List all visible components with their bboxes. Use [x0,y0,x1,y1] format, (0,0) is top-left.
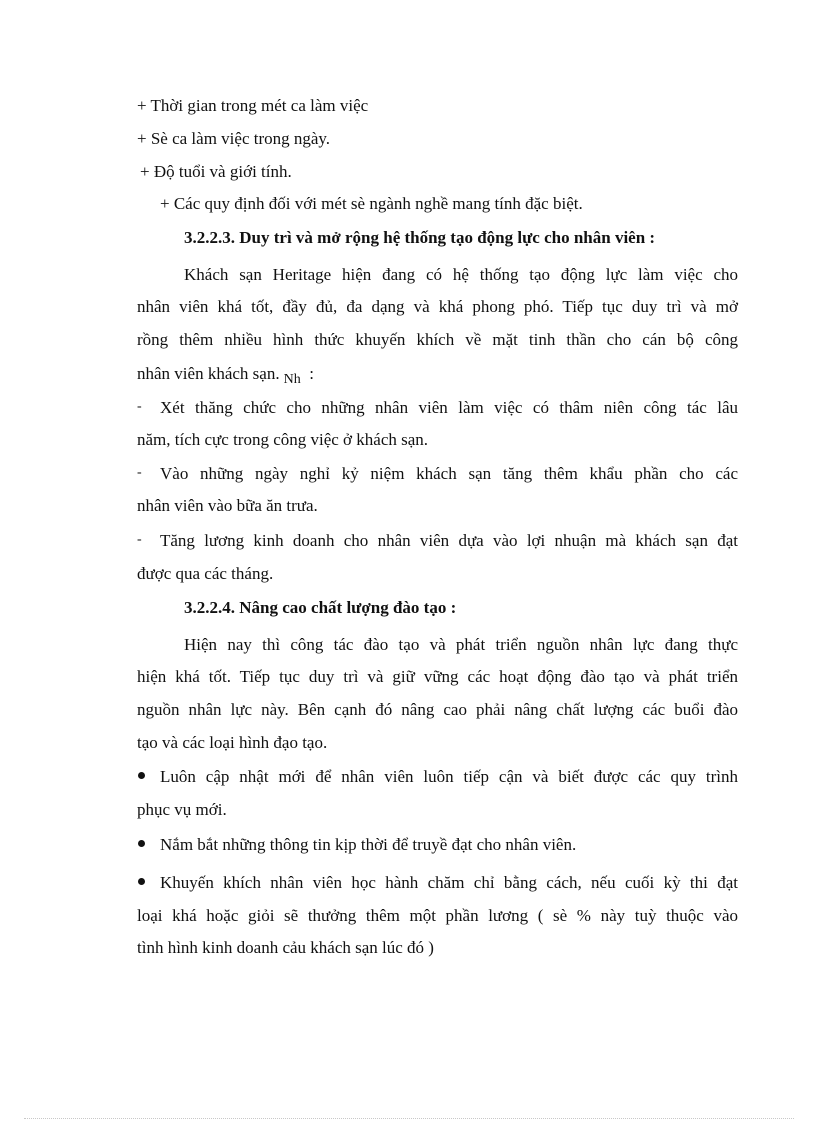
colon: : [309,364,314,383]
paragraph-line: Hiện nay thì công tác đào tạo và phát triển nguồn nhân lực đang thực [184,635,738,654]
dash-marker: - [137,465,142,480]
bullet-icon [138,878,145,885]
list-item-continuation: năm, tích cực trong công việc ở khách sạn. [137,430,429,449]
list-item-continuation: được qua các tháng. [137,564,274,583]
list-item: + Sè ca làm việc trong ngày. [137,129,331,148]
list-item: + Độ tuổi và giới tính. [140,162,292,181]
list-item: Xét thăng chức cho những nhân viên làm việc có thâm niên công tác lâu [160,398,738,417]
list-item: Vào những ngày nghỉ kỷ niệm khách sạn tăng thêm khẩu phần cho các [160,464,738,483]
list-item: Tăng lương kinh doanh cho nhân viên dựa vào lợi nhuận mà khách sạn đạt [160,531,738,550]
section-heading: 3.2.2.4. Nâng cao chất lượng đào tạo : [184,598,457,617]
list-item: Luôn cập nhật mới để nhân viên luôn tiếp cận và biết được các quy trình [160,767,738,786]
dash-marker: - [137,399,142,414]
paragraph-line: Khách sạn Heritage hiện đang có hệ thống tạo động lực làm việc cho [184,265,738,284]
list-item: + Thời gian trong mét ca làm việc [137,96,369,115]
nh-fragment: Nh [283,372,301,387]
bullet-icon [138,840,145,847]
list-item: Khuyến khích nhân viên học hành chăm chỉ bằng cách, nếu cuối kỳ thi đạt [160,873,738,892]
paragraph-line [137,364,314,386]
paragraph-line: hiện khá tốt. Tiếp tục duy trì và giữ vững các hoạt động đào tạo và phát triển [137,667,738,686]
paragraph-line: tạo và các loại hình đạo tạo. [137,733,328,752]
section-heading: 3.2.2.3. Duy trì và mở rộng hệ thống tạo động lực cho nhân viên : [184,228,656,247]
bullet-icon [138,772,145,779]
paragraph-line: nguồn nhân lực này. Bên cạnh đó nâng cao phải nâng chất lượng các buổi đào [137,700,738,719]
dash-marker: - [137,532,142,547]
list-item-continuation: tình hình kinh doanh cảu khách sạn lúc đó ) [137,938,434,957]
paragraph-line: rồng thêm nhiều hình thức khuyến khích về mặt tinh thần cho cán bộ công [137,330,738,349]
paragraph-line: nhân viên khá tốt, đầy đủ, đa dạng và khá phong phó. Tiếp tục duy trì và mở [137,297,738,316]
list-item: + Các quy định đối với mét sè ngành nghề mang tính đặc biệt. [160,194,583,213]
list-item: Nắm bắt những thông tin kịp thời để truyề đạt cho nhân viên. [160,835,577,854]
page-border-divider [24,1118,794,1119]
list-item-continuation: nhân viên vào bữa ăn trưa. [137,496,318,515]
list-item-continuation: phục vụ mới. [137,800,227,819]
list-item-continuation: loại khá hoặc giỏi sẽ thưởng thêm một phần lương ( sè % này tuỳ thuộc vào [137,906,738,925]
paragraph-text: nhân viên khách sạn. [137,364,280,383]
